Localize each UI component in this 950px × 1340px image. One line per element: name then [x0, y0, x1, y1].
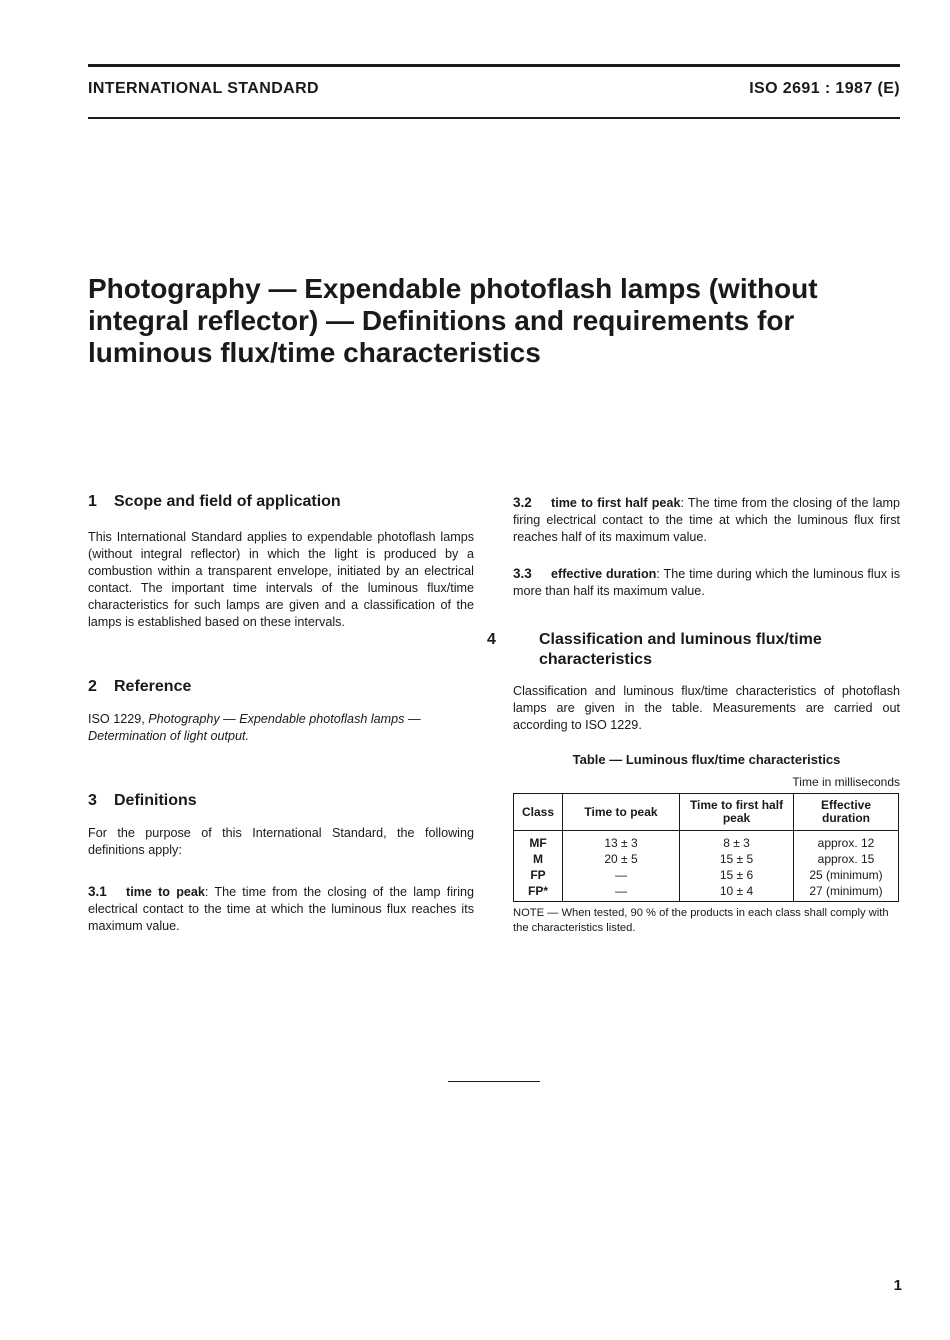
section-title: Scope and field of application — [114, 493, 341, 510]
definition-text: The time during which the luminous flux is more than half its maximum value. — [513, 567, 900, 598]
clause-number: 3.2 — [513, 495, 532, 510]
section-2-heading — [88, 677, 474, 697]
table-header-row — [514, 794, 899, 831]
cell-class: FP* — [514, 883, 563, 902]
table-unit: Time in milliseconds — [792, 775, 900, 789]
title-line-2: integral reflector) — Definitions and requirements for — [88, 305, 795, 336]
header-time-to-peak: Time to peak — [563, 794, 680, 831]
section-title: Definitions — [114, 792, 197, 809]
header-bottom-rule — [88, 117, 900, 119]
cell-time-to-first-half-peak: 15 ± 6 — [680, 867, 794, 883]
cell-effective-duration: 27 (minimum) — [794, 883, 899, 902]
cell-class: FP — [514, 867, 563, 883]
section-1-text: This International Standard applies to expendable photoflash lamps (without integral reflector) in which the light is produced by a combustion within a transparent envelope, initiated by an electrical contact. The important time intervals of the luminous flux/time characteristics for such lamps are given and a classification of the lamps is established based on these intervals. — [88, 530, 474, 629]
section-3-heading — [88, 791, 474, 811]
table-caption: Table — Luminous flux/time characteristics — [572, 752, 841, 767]
cell-time-to-first-half-peak: 10 ± 4 — [680, 883, 794, 902]
definition-3-1: 3.1 time to peak: The time from the closing of the lamp firing electrical contact to the time at which the luminous flux reaches its maximum value. — [88, 884, 475, 933]
header-class: Class — [514, 794, 563, 831]
header-time-to-first-half-peak: Time to first half peak — [680, 794, 794, 831]
title-line-1: Photography — Expendable photoflash lamps (without — [88, 273, 818, 304]
standard-number: ISO 2691 : 1987 (E) — [749, 80, 900, 97]
table-note: NOTE — When tested, 90 % of the products in each class shall comply with the characteristics listed. — [513, 907, 889, 934]
section-4-text: Classification and luminous flux/time characteristics of photoflash lamps are given in the table. Measurements are carried out according to ISO 1229. — [513, 684, 900, 732]
table-row — [514, 883, 899, 902]
cell-effective-duration: 25 (minimum) — [794, 867, 899, 883]
cell-class: MF — [514, 831, 563, 852]
cell-class: M — [514, 851, 563, 867]
section-number: 1 — [88, 493, 97, 510]
section-title: Classification and luminous flux/time characteristics — [539, 631, 822, 668]
footer-rule — [448, 1081, 540, 1082]
header-effective-duration: Effective duration — [794, 794, 899, 831]
luminous-flux-table — [513, 793, 899, 902]
clause-number: 3.3 — [513, 566, 532, 581]
cell-time-to-first-half-peak: 15 ± 5 — [680, 851, 794, 867]
right-column — [487, 492, 900, 936]
definition-term: time to peak — [126, 885, 205, 899]
section-title: Reference — [114, 678, 192, 695]
cell-effective-duration: approx. 12 — [794, 831, 899, 852]
section-number: 2 — [88, 678, 97, 695]
definition-term: effective duration — [551, 567, 657, 581]
document-title — [88, 273, 888, 369]
section-1-heading — [88, 492, 474, 512]
section-3-intro: For the purpose of this International Standard, the following definitions apply: — [88, 826, 474, 857]
cell-time-to-peak: — — [563, 883, 680, 902]
definition-3-2: 3.2 time to first half peak: The time from the closing of the lamp firing electrical contact to the time at which the luminous flux first reaches half of its maximum value. — [513, 495, 900, 544]
section-number: 3 — [88, 792, 97, 809]
cell-time-to-peak: 13 ± 3 — [563, 831, 680, 852]
section-4-heading — [487, 630, 900, 670]
title-line-3: luminous flux/time characteristics — [88, 337, 541, 368]
table-row — [514, 867, 899, 883]
section-number: 4 — [487, 631, 496, 648]
definition-text: The time from the closing of the lamp firing electrical contact to the time at which the luminous flux reaches its maximum value. — [88, 885, 475, 933]
cell-time-to-peak: — — [563, 867, 680, 883]
table-row — [514, 851, 899, 867]
reference-title: Photography — Expendable photoflash lamps — Determination of light output. — [88, 712, 421, 743]
page-number: 1 — [893, 1277, 902, 1294]
document-type-label: INTERNATIONAL STANDARD — [88, 80, 320, 97]
definition-term: time to first half peak — [551, 496, 681, 510]
cell-time-to-peak: 20 ± 5 — [563, 851, 680, 867]
clause-number: 3.1 — [88, 884, 107, 899]
definition-3-3: 3.3 effective duration: The time during which the luminous flux is more than half its maximum value. — [513, 566, 900, 598]
section-2-reference — [88, 711, 474, 745]
cell-time-to-first-half-peak: 8 ± 3 — [680, 831, 794, 852]
cell-effective-duration: approx. 15 — [794, 851, 899, 867]
definition-text: The time from the closing of the lamp firing electrical contact to the time at which the luminous flux first reaches half of its maximum value. — [513, 496, 900, 544]
reference-id: ISO 1229, — [88, 712, 145, 726]
header-top-rule — [88, 64, 900, 67]
left-column — [88, 492, 474, 935]
table-row — [514, 831, 899, 852]
